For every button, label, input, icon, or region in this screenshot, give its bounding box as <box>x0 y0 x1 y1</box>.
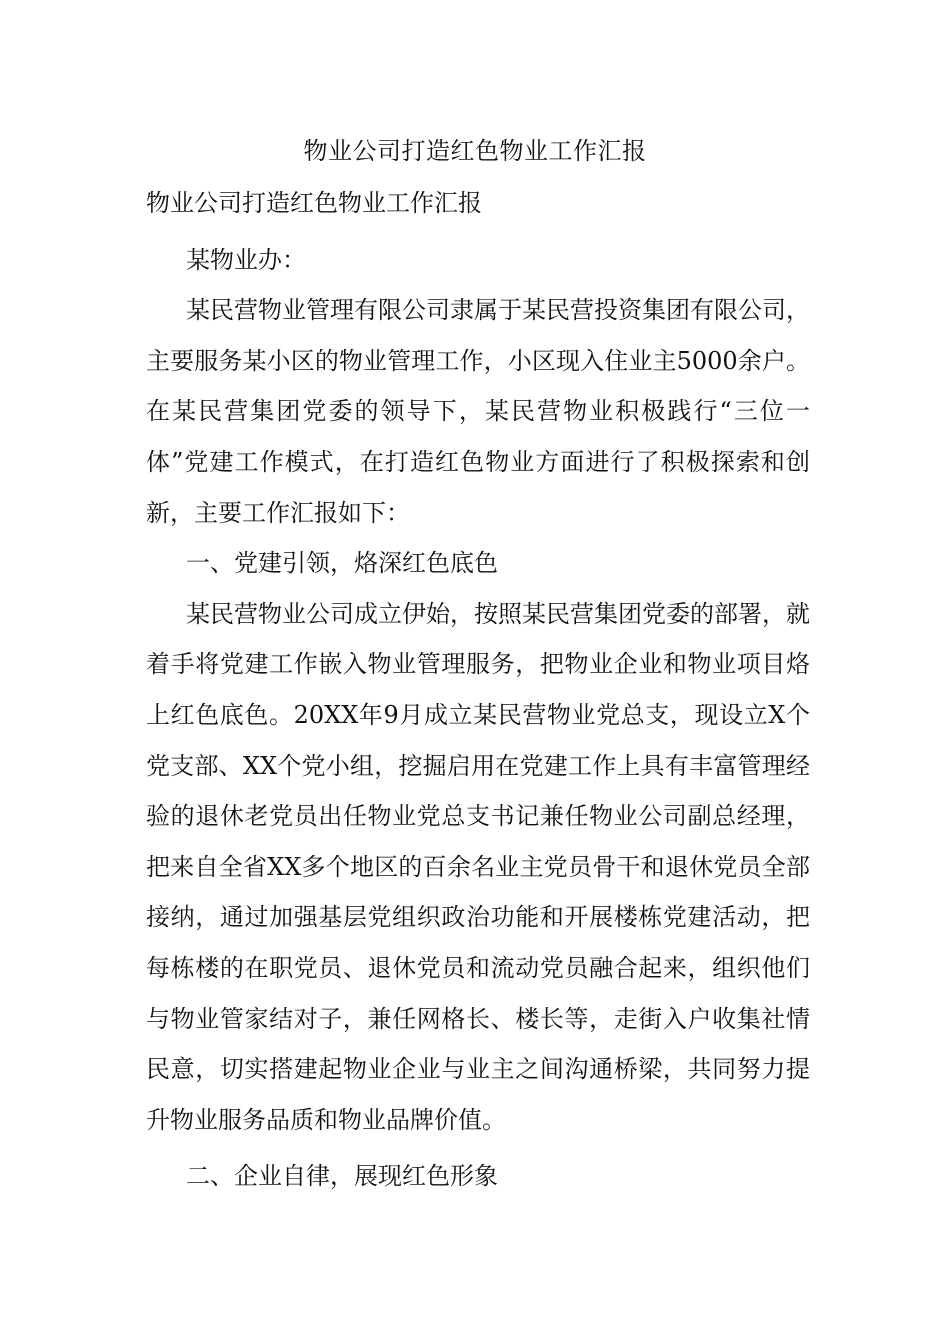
intro-paragraph: 某民营物业管理有限公司隶属于某民营投资集团有限公司，主要服务某小区的物业管理工作，小区现入住业主5000余户。在某民营集团党委的领导下，某民营物业积极践行“三位一体”党建工作模式，在打造红色物业方面进行了积极探索和创新，主要工作汇报如下： <box>146 296 810 527</box>
document-subtitle: 物业公司打造红色物业工作汇报 <box>146 189 482 217</box>
section-1-heading: 一、党建引领，烙深红色底色 <box>186 549 498 578</box>
document-title: 物业公司打造红色物业工作汇报 <box>303 137 647 165</box>
document-body <box>146 178 810 1202</box>
salutation: 某物业办： <box>186 245 306 274</box>
section-1-paragraph: 某民营物业公司成立伊始，按照某民营集团党委的部署，就着手将党建工作嵌入物业管理服务，把物业企业和物业项目烙上红色底色。20XX年9月成立某民营物业党总支，现设立X个党支部、XX个党小组，挖掘启用在党建工作上具有丰富管理经验的退休老党员出任物业党总支书记兼任物业公司副总经理，把来自全省XX多个地区的百余名业主党员骨干和退休党员全部接纳，通过加强基层党组织政治功能和开展楼栋党建活动，把每栋楼的在职党员、退休党员和流动党员融合起来，组织他们与物业管家结对子，兼任网格长、楼长等，走街入户收集社情民意，切实搭建起物业企业与业主之间沟通桥梁，共同努力提升物业服务品质和物业品牌价值。 <box>146 599 810 1134</box>
section-2-heading: 二、企业自律，展现红色形象 <box>186 1162 498 1191</box>
